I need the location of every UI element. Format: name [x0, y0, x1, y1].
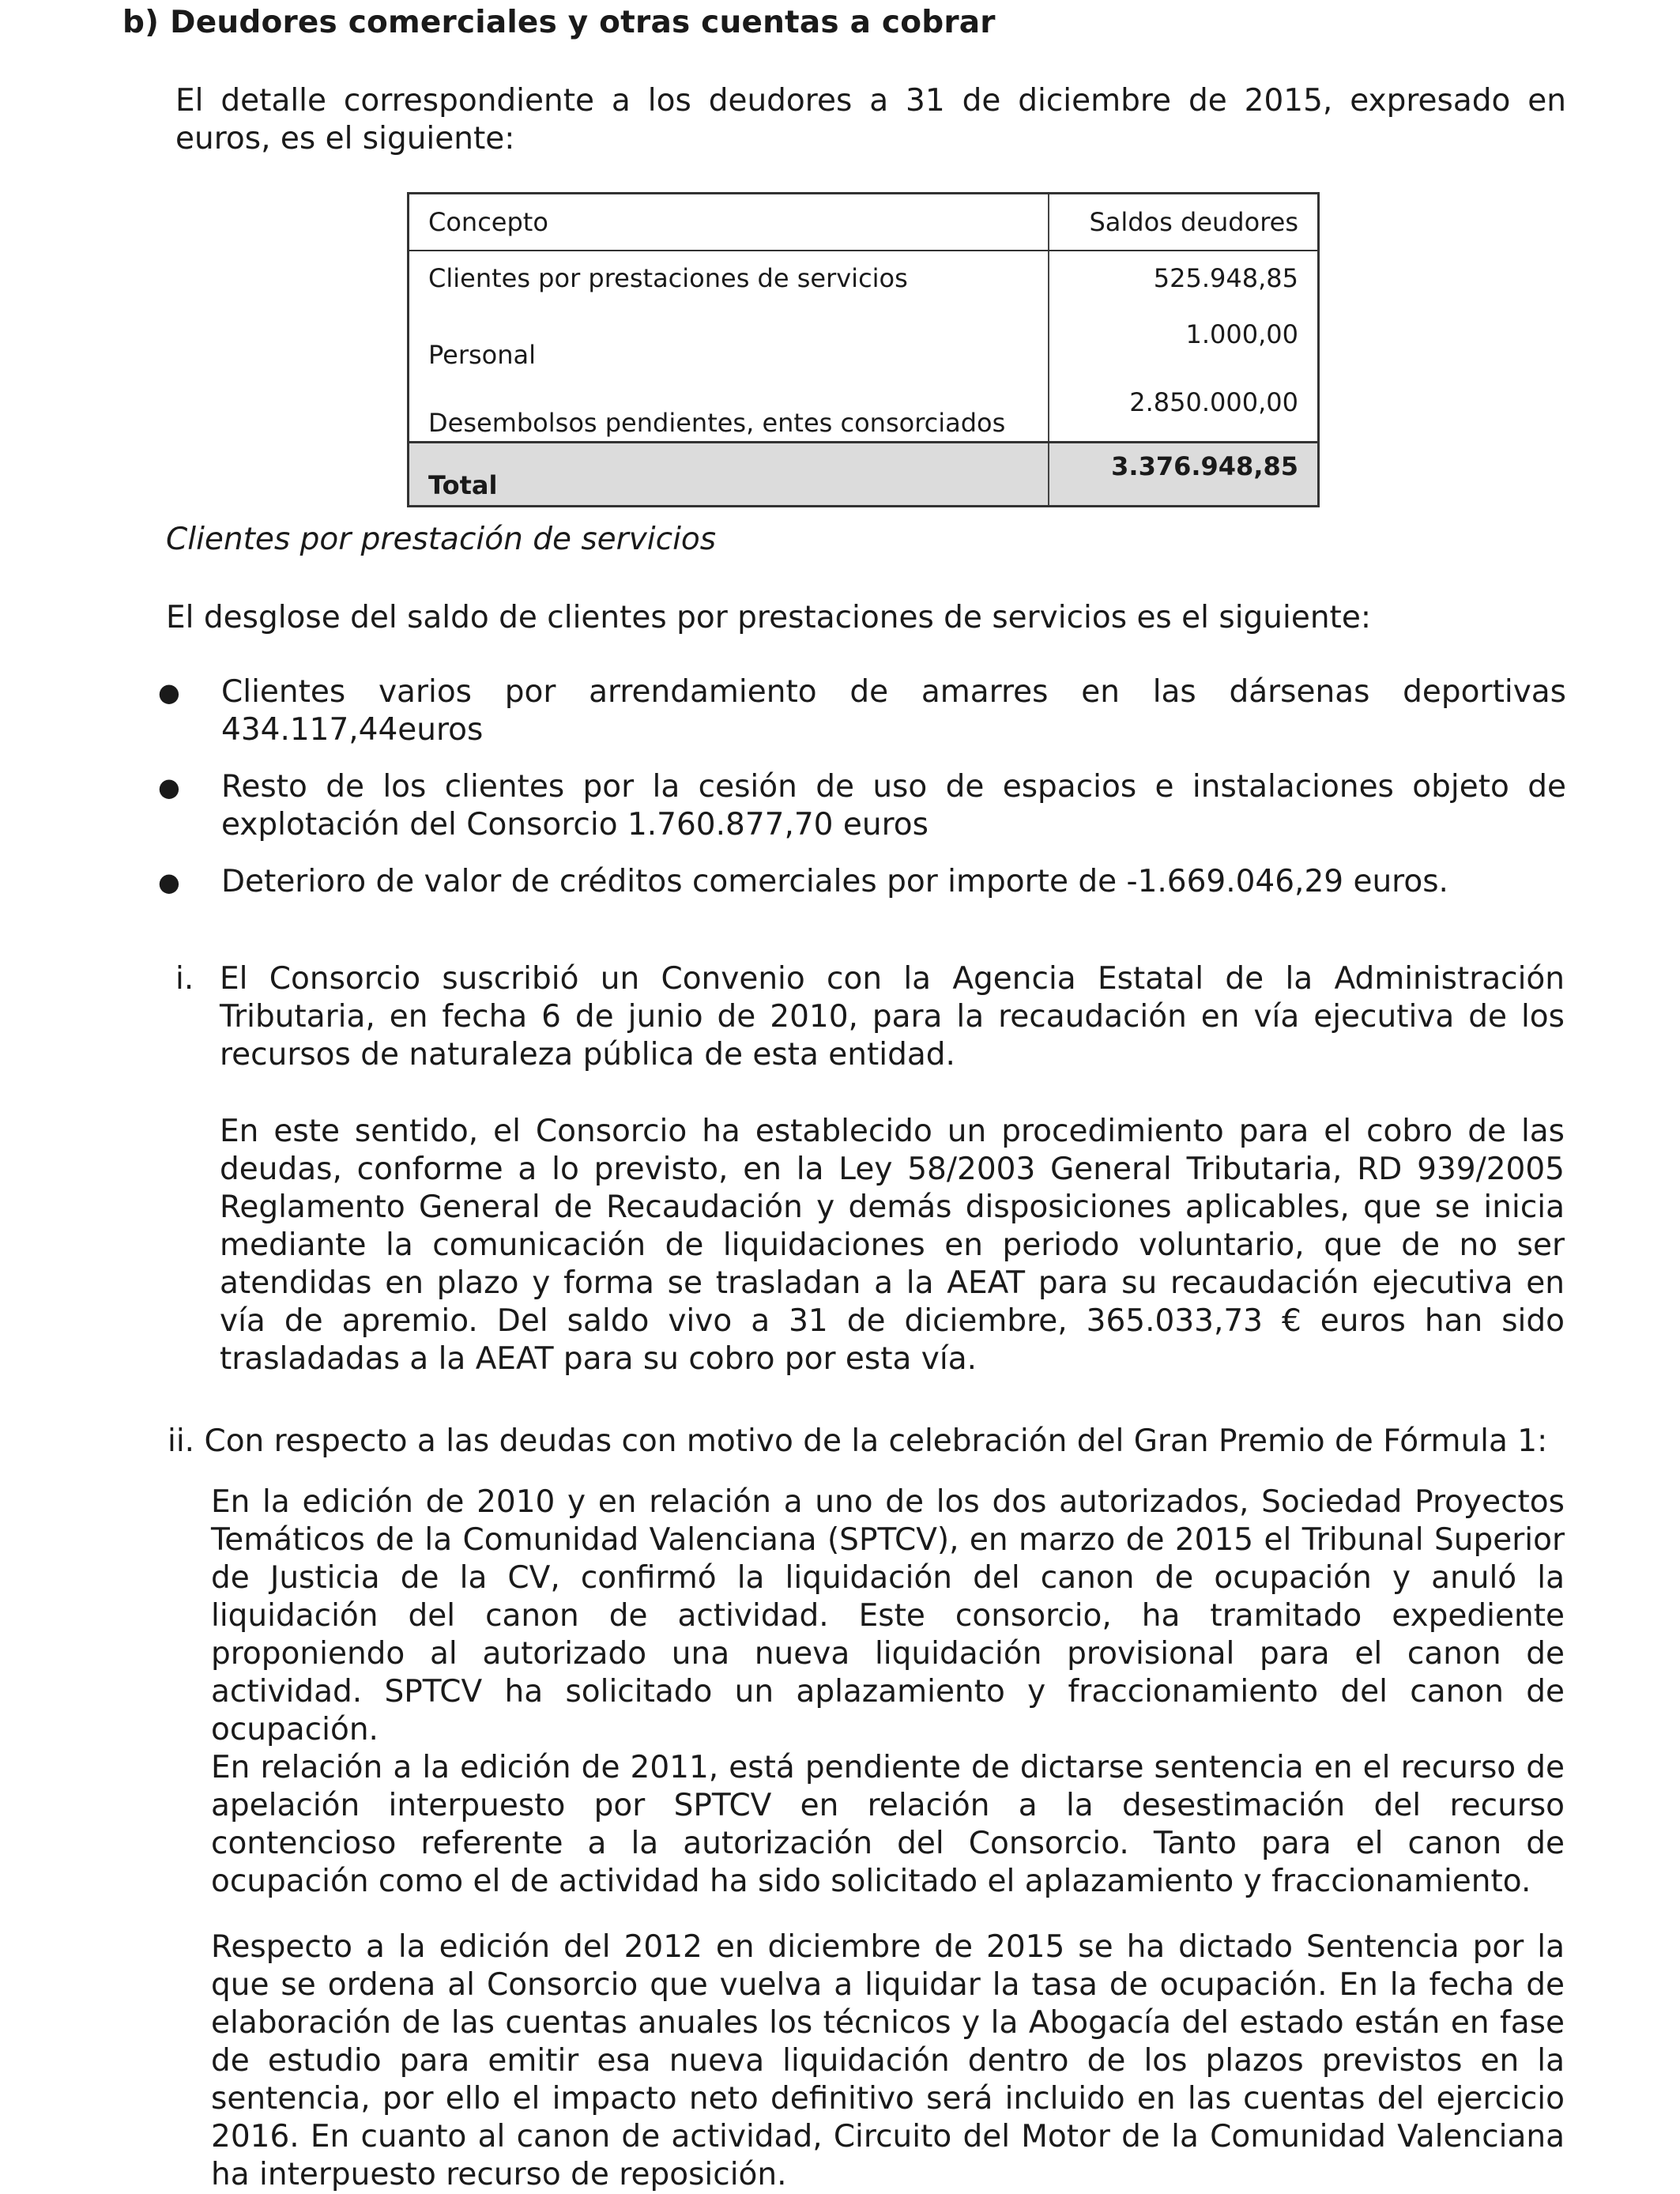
bullet-icon: ● — [158, 772, 180, 802]
list-item: ● Deterioro de valor de créditos comerciales por importe de -1.669.046,29 euros. — [158, 864, 1448, 899]
row-concepto: Clientes por prestaciones de servicios — [409, 251, 1049, 305]
intro-paragraph: El detalle correspondiente a los deudores a 31 de diciembre de 2015, expresado en euros, es el siguiente: — [175, 83, 1566, 156]
section-heading — [122, 5, 996, 40]
roman-i-label: i. — [175, 961, 194, 997]
section-title: Deudores comerciales y otras cuentas a cobrar — [170, 5, 996, 40]
desglose-paragraph: El desglose del saldo de clientes por prestaciones de servicios es el siguiente: — [166, 600, 1371, 635]
table-row — [409, 251, 1319, 305]
subsection-title: Clientes por prestación de servicios — [166, 522, 717, 557]
total-label: Total — [409, 443, 1049, 507]
row-saldo: 2.850.000,00 — [1049, 373, 1319, 443]
table-total-row — [409, 443, 1319, 507]
row-concepto: Desembolsos pendientes, entes consorciados — [409, 373, 1049, 443]
row-concepto: Personal — [409, 305, 1049, 373]
bullet-icon: ● — [158, 867, 180, 897]
section-i-paragraph-1: El Consorcio suscribió un Convenio con la Agencia Estatal de la Administración Tributaria, en fecha 6 de junio de 2010, para la recaudación en vía ejecutiva de los recursos de naturaleza pública de esta entidad. — [220, 961, 1565, 1072]
section-ii-paragraph-1: En la edición de 2010 y en relación a uno de los dos autorizados, Sociedad Proyectos Temáticos de la Comunidad Valenciana (SPTCV), en marzo de 2015 el Tribunal Superior de Justicia de la CV, confirmó la liquidación del canon de ocupación y anuló la liquidación del canon de actividad. Este consorcio, ha tramitado expediente proponiendo al autorizado una nueva liquidación provisional para el canon de actividad. SPTCV ha solicitado un aplazamiento y fraccionamiento del canon de ocupación. — [211, 1484, 1565, 1747]
table-row — [409, 373, 1319, 443]
row-saldo: 525.948,85 — [1049, 251, 1319, 305]
table-row — [409, 305, 1319, 373]
section-ii-paragraph-3: Respecto a la edición del 2012 en diciembre de 2015 se ha dictado Sentencia por la que se ordena al Consorcio que vuelva a liquidar la tasa de ocupación. En la fecha de elaboración de las cuentas anuales los técnicos y la Abogacía del estado están en fase de estudio para emitir esa nueva liquidación dentro de los plazos previstos en la sentencia, por ello el impacto neto definitivo será incluido en las cuentas del ejercicio 2016. En cuanto al canon de actividad, Circuito del Motor de la Comunidad Valenciana ha interpuesto recurso de reposición. — [211, 1929, 1565, 2192]
header-saldos: Saldos deudores — [1049, 194, 1319, 251]
table-header-row — [409, 194, 1319, 251]
bullet-icon: ● — [158, 677, 180, 707]
section-number: b) — [122, 5, 160, 40]
deudores-table — [407, 192, 1320, 507]
section-ii-lead: ii. Con respecto a las deudas con motivo de la celebración del Gran Premio de Fórmula 1: — [168, 1423, 1548, 1459]
row-saldo: 1.000,00 — [1049, 305, 1319, 373]
list-item: ● Resto de los clientes por la cesión de uso de espacios e instalaciones objeto de explotación del Consorcio 1.760.877,70 euros — [158, 769, 1566, 843]
total-value: 3.376.948,85 — [1049, 443, 1319, 507]
list-item: ● Clientes varios por arrendamiento de amarres en las dársenas deportivas 434.117,44euros — [158, 674, 1566, 748]
header-concepto: Concepto — [409, 194, 1049, 251]
section-ii-paragraph-2: En relación a la edición de 2011, está pendiente de dictarse sentencia en el recurso de apelación interpuesto por SPTCV en relación a la desestimación del recurso contencioso referente a la autorización del Consorcio. Tanto para el canon de ocupación como el de actividad ha sido solicitado el aplazamiento y fraccionamiento. — [211, 1750, 1565, 1899]
section-i-paragraph-2: En este sentido, el Consorcio ha establecido un procedimiento para el cobro de las deudas, conforme a lo previsto, en la Ley 58/2003 General Tributaria, RD 939/2005 Reglamento General de Recaudación y demás disposiciones aplicables, que se inicia mediante la comunicación de liquidaciones en periodo voluntario, que de no ser atendidas en plazo y forma se trasladan a la AEAT para su recaudación ejecutiva en vía de apremio. Del saldo vivo a 31 de diciembre, 365.033,73 € euros han sido trasladadas a la AEAT para su cobro por esta vía. — [220, 1114, 1565, 1377]
bullet-list — [158, 673, 1566, 920]
